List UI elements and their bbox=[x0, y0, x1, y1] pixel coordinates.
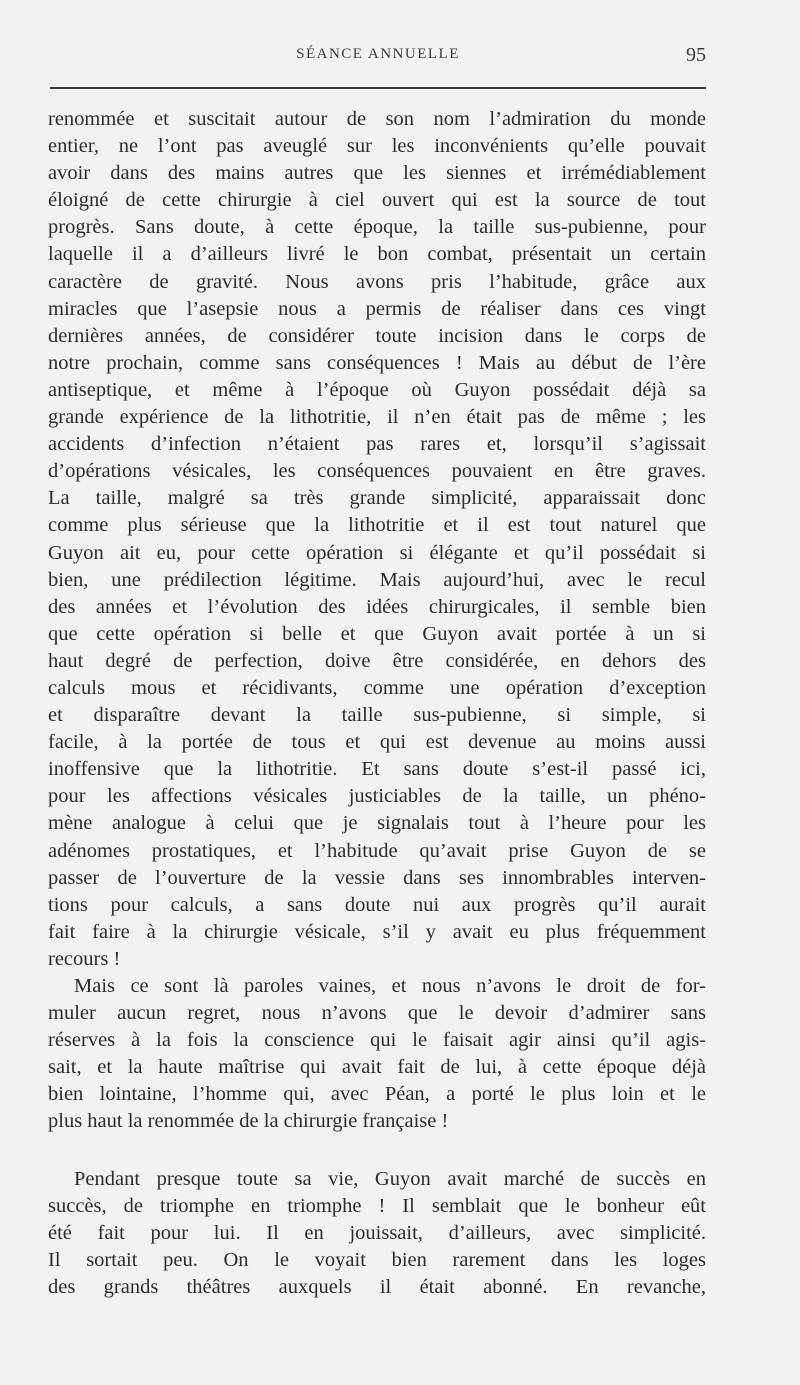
paragraph bbox=[48, 106, 706, 973]
text-line: que cette opération si belle et que Guyon avait portée à un si bbox=[48, 622, 706, 645]
text-line: Il sortait peu. On le voyait bien rarement dans les loges bbox=[48, 1248, 706, 1271]
text-line: notre prochain, comme sans conséquences ! Mais au début de l’ère bbox=[48, 351, 706, 374]
text-line: comme plus sérieuse que la lithotritie et il est tout naturel que bbox=[48, 514, 706, 537]
text-line: entier, ne l’ont pas aveuglé sur les inconvénients qu’elle pouvait bbox=[48, 135, 706, 158]
text-line: des années et l’évolution des idées chirurgicales, il semble bien bbox=[48, 595, 706, 618]
text-line: Mais ce sont là paroles vaines, et nous n’avons le droit de for- bbox=[74, 975, 706, 997]
text-line: grande expérience de la lithotritie, il n’en était pas de même ; les bbox=[48, 406, 706, 429]
text-line: avoir dans des mains autres que les siennes et irrémédiablement bbox=[48, 162, 706, 185]
text-line: plus haut la renommée de la chirurgie française ! bbox=[48, 1110, 449, 1133]
text-line: tions pour calculs, a sans doute nui aux progrès qu’il aurait bbox=[48, 893, 706, 916]
paragraph bbox=[48, 1166, 706, 1301]
text-line: mène analogue à celui que je signalais tout à l’heure pour les bbox=[48, 812, 706, 835]
text-line: Guyon ait eu, pour cette opération si élégante et qu’il possédait si bbox=[48, 541, 706, 564]
text-line: renommée et suscitait autour de son nom l’admiration du monde bbox=[48, 108, 706, 130]
text-line: été fait pour lui. Il en jouissait, d’ailleurs, avec simplicité. bbox=[48, 1221, 706, 1244]
text-line: muler aucun regret, nous n’avons que le devoir d’admirer sans bbox=[48, 1002, 706, 1025]
page-header bbox=[50, 46, 706, 70]
text-line: accidents d’infection n’étaient pas rares et, lorsqu’il s’agissait bbox=[48, 433, 706, 456]
text-line: caractère de gravité. Nous avons pris l’habitude, grâce aux bbox=[48, 270, 706, 293]
text-line: antiseptique, et même à l’époque où Guyon possédait déjà sa bbox=[48, 378, 706, 401]
text-line: La taille, malgré sa très grande simplicité, apparaissait donc bbox=[48, 487, 706, 510]
text-line: Pendant presque toute sa vie, Guyon avait marché de succès en bbox=[74, 1167, 706, 1190]
text-line: réserves à la fois la conscience qui le faisait agir ainsi qu’il agis- bbox=[48, 1029, 706, 1052]
paragraph bbox=[48, 973, 706, 1136]
text-line: laquelle il a d’ailleurs livré le bon combat, présentait un certain bbox=[48, 243, 706, 266]
text-line: éloigné de cette chirurgie à ciel ouvert qui est la source de tout bbox=[48, 189, 706, 212]
running-title: SÉANCE ANNUELLE bbox=[296, 46, 460, 62]
text-line: calculs mous et récidivants, comme une opération d’exception bbox=[48, 676, 706, 699]
text-line: succès, de triomphe en triomphe ! Il semblait que le bonheur eût bbox=[48, 1194, 706, 1217]
text-line: miracles que l’asepsie nous a permis de réaliser dans ces vingt bbox=[48, 297, 706, 320]
text-line: dernières années, de considérer toute incision dans le corps de bbox=[48, 324, 706, 347]
text-line: haut degré de perfection, doive être considérée, en dehors des bbox=[48, 649, 706, 672]
text-line: bien, une prédilection légitime. Mais aujourd’hui, avec le recul bbox=[48, 568, 706, 591]
text-line: bien lointaine, l’homme qui, avec Péan, a porté le plus loin et le bbox=[48, 1083, 706, 1106]
text-line: et disparaître devant la taille sus-pubienne, si simple, si bbox=[48, 704, 706, 727]
text-line: pour les affections vésicales justiciables de la taille, un phéno- bbox=[48, 785, 706, 808]
text-line: passer de l’ouverture de la vessie dans ses innombrables interven- bbox=[48, 866, 706, 889]
text-line: inoffensive que la lithotritie. Et sans doute s’est-il passé ici, bbox=[48, 758, 706, 781]
paragraph-gap bbox=[48, 1136, 706, 1166]
text-line: d’opérations vésicales, les conséquences pouvaient en être graves. bbox=[48, 460, 706, 483]
body-text bbox=[48, 106, 706, 1301]
header-rule bbox=[50, 87, 706, 89]
text-line: des grands théâtres auxquels il était abonné. En revanche, bbox=[48, 1275, 706, 1298]
page-number: 95 bbox=[686, 44, 706, 66]
text-line: fait faire à la chirurgie vésicale, s’il y avait eu plus fréquemment bbox=[48, 920, 706, 943]
text-line: adénomes prostatiques, et l’habitude qu’avait prise Guyon de se bbox=[48, 839, 706, 862]
text-line: facile, à la portée de tous et qui est devenue au moins aussi bbox=[48, 731, 706, 754]
text-line: sait, et la haute maîtrise qui avait fait de lui, à cette époque déjà bbox=[48, 1056, 706, 1079]
text-line: recours ! bbox=[48, 947, 121, 970]
text-line: progrès. Sans doute, à cette époque, la taille sus-pubienne, pour bbox=[48, 216, 706, 239]
